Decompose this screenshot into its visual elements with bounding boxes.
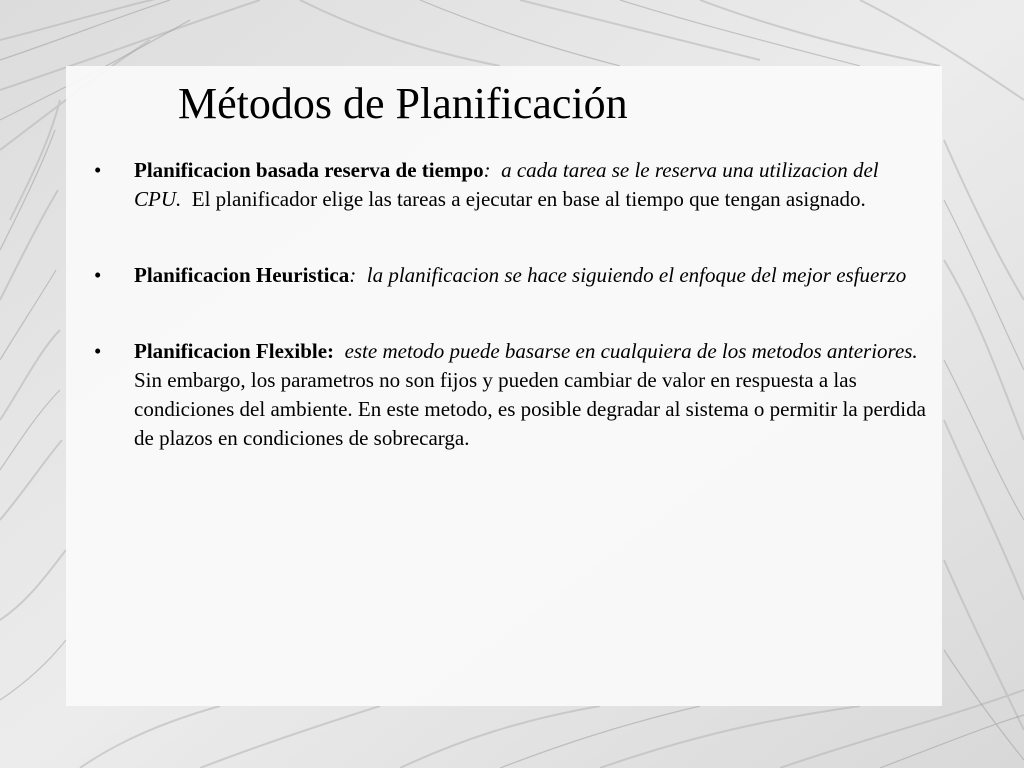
bullet-plain-text: Sin embargo, los parametros no son fijos y pueden cambiar de valor en respuesta a las condiciones del ambiente. En este metodo, es posible degradar al sistema o permitir la perdida de plazos en condiciones de sobrecarga. <box>134 368 926 450</box>
bullet-plain-text: El planificador elige las tareas a ejecutar en base al tiempo que tengan asignado. <box>191 187 866 211</box>
bullet-italic-text: la planificacion se hace siguiendo el enfoque del mejor esfuerzo <box>366 263 907 287</box>
bullet-italic-text: este metodo puede basarse en cualquiera de los metodos anteriores. <box>344 339 918 363</box>
list-item-reserva-tiempo <box>94 156 934 214</box>
bullet-term: Planificacion Flexible: <box>134 339 335 363</box>
bullet-term: Planificacion Heuristica <box>134 263 350 287</box>
bullet-separator: : <box>483 158 491 182</box>
bullet-dot: • <box>94 263 102 287</box>
list-item-flexible <box>94 337 934 453</box>
bullet-dot: • <box>94 339 102 363</box>
bullet-italic-text: a cada tarea se le reserva una utilizacion del CPU. <box>134 158 879 211</box>
list-item-heuristica <box>94 261 934 290</box>
bullet-term: Planificacion basada reserva de tiempo <box>134 158 484 182</box>
slide-title: Métodos de Planificación <box>178 79 628 128</box>
bullet-list <box>94 156 934 453</box>
bullet-separator: : <box>349 263 357 287</box>
bullet-dot: • <box>94 158 102 182</box>
